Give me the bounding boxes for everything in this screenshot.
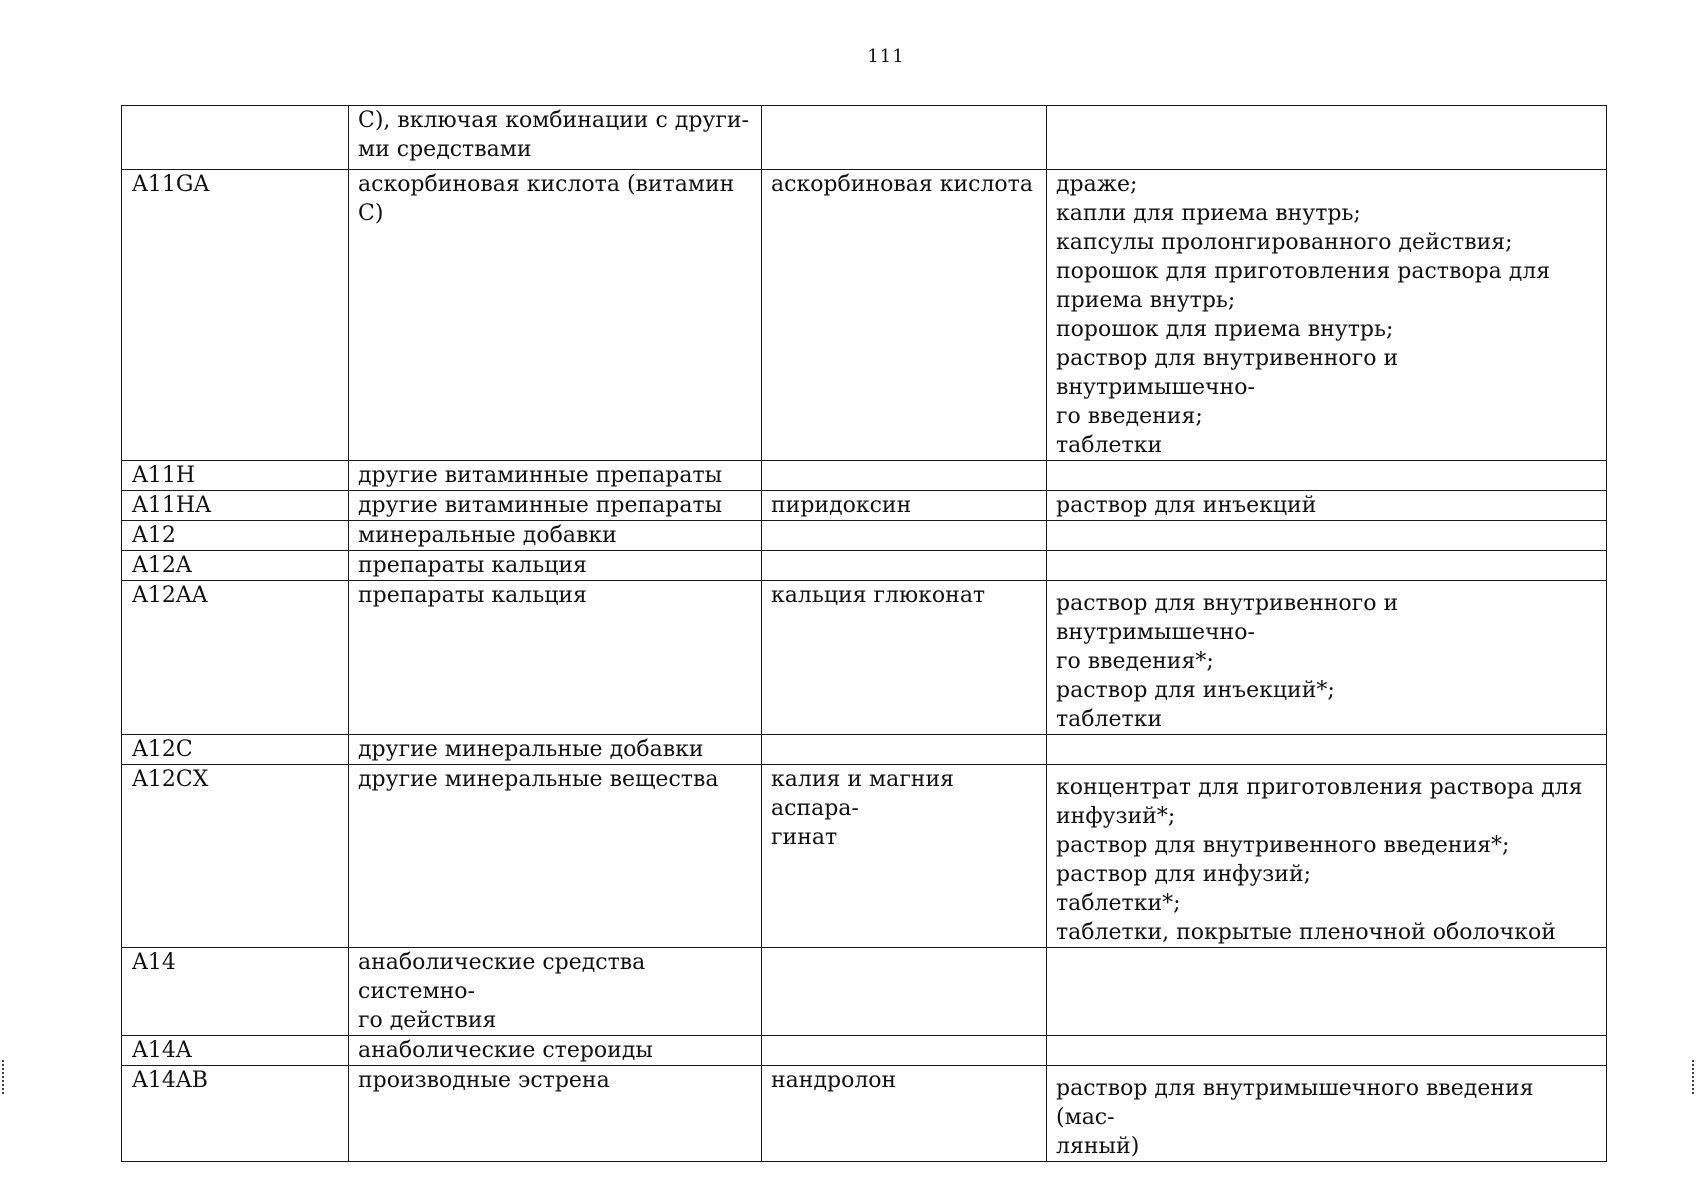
dosage-forms-cell (1047, 106, 1607, 170)
table-row (122, 948, 1607, 1036)
atc-code-cell: A14AB (122, 1066, 349, 1162)
substance-cell (762, 1036, 1047, 1066)
dosage-forms-cell: раствор для инъекций (1047, 491, 1607, 521)
atc-code-cell: A12CX (122, 765, 349, 948)
table-row (122, 765, 1607, 948)
group-name-cell: анаболические средства системно- го действия (349, 948, 762, 1036)
table-row (122, 551, 1607, 581)
substance-cell (762, 461, 1047, 491)
table-row (122, 461, 1607, 491)
table-row (122, 170, 1607, 461)
drug-classification-table (121, 105, 1607, 1162)
substance-cell (762, 521, 1047, 551)
group-name-cell: C), включая комбинации с други- ми средствами (349, 106, 762, 170)
table-row (122, 521, 1607, 551)
table-row (122, 581, 1607, 735)
atc-code-cell: A12C (122, 735, 349, 765)
table-row (122, 491, 1607, 521)
substance-cell: нандролон (762, 1066, 1047, 1162)
dosage-forms-cell: раствор для внутримышечного введения (мас- ляный) (1047, 1066, 1607, 1162)
group-name-cell: другие минеральные добавки (349, 735, 762, 765)
substance-cell: калия и магния аспара- гинат (762, 765, 1047, 948)
dosage-forms-cell: раствор для внутривенного и внутримышечно- го введения*; раствор для инъекций*; таблетки (1047, 581, 1607, 735)
group-name-cell: другие минеральные вещества (349, 765, 762, 948)
group-name-cell: препараты кальция (349, 581, 762, 735)
atc-code-cell: A11HA (122, 491, 349, 521)
group-name-cell: другие витаминные препараты (349, 491, 762, 521)
dosage-forms-cell: драже; капли для приема внутрь; капсулы пролонгированного действия; порошок для приготовления раствора для приема внутрь; порошок для приема внутрь; раствор для внутривенного и внутримышечно- го введения; таблетки (1047, 170, 1607, 461)
dosage-forms-cell (1047, 1036, 1607, 1066)
page-number: 111 (867, 46, 905, 67)
dosage-forms-cell (1047, 461, 1607, 491)
right-margin-mark (1692, 1060, 1697, 1094)
group-name-cell: препараты кальция (349, 551, 762, 581)
group-name-cell: производные эстрена (349, 1066, 762, 1162)
atc-code-cell: A11GA (122, 170, 349, 461)
dosage-forms-cell (1047, 948, 1607, 1036)
atc-code-cell: A12A (122, 551, 349, 581)
dosage-forms-cell (1047, 735, 1607, 765)
atc-code-cell: A12 (122, 521, 349, 551)
table-row (122, 1036, 1607, 1066)
dosage-forms-cell (1047, 521, 1607, 551)
left-margin-mark (2, 1060, 10, 1094)
atc-code-cell: A14A (122, 1036, 349, 1066)
table-row (122, 106, 1607, 170)
substance-cell (762, 106, 1047, 170)
substance-cell: пиридоксин (762, 491, 1047, 521)
table-row (122, 1066, 1607, 1162)
atc-code-cell: A14 (122, 948, 349, 1036)
atc-code-cell (122, 106, 349, 170)
table-row (122, 735, 1607, 765)
substance-cell (762, 948, 1047, 1036)
substance-cell: аскорбиновая кислота (762, 170, 1047, 461)
atc-code-cell: A11H (122, 461, 349, 491)
substance-cell (762, 735, 1047, 765)
dosage-forms-cell: концентрат для приготовления раствора для инфузий*; раствор для внутривенного введения*; раствор для инфузий; таблетки*; таблетки, покрытые пленочной оболочкой (1047, 765, 1607, 948)
atc-code-cell: A12AA (122, 581, 349, 735)
group-name-cell: анаболические стероиды (349, 1036, 762, 1066)
substance-cell (762, 551, 1047, 581)
group-name-cell: минеральные добавки (349, 521, 762, 551)
group-name-cell: другие витаминные препараты (349, 461, 762, 491)
dosage-forms-cell (1047, 551, 1607, 581)
substance-cell: кальция глюконат (762, 581, 1047, 735)
group-name-cell: аскорбиновая кислота (витамин С) (349, 170, 762, 461)
